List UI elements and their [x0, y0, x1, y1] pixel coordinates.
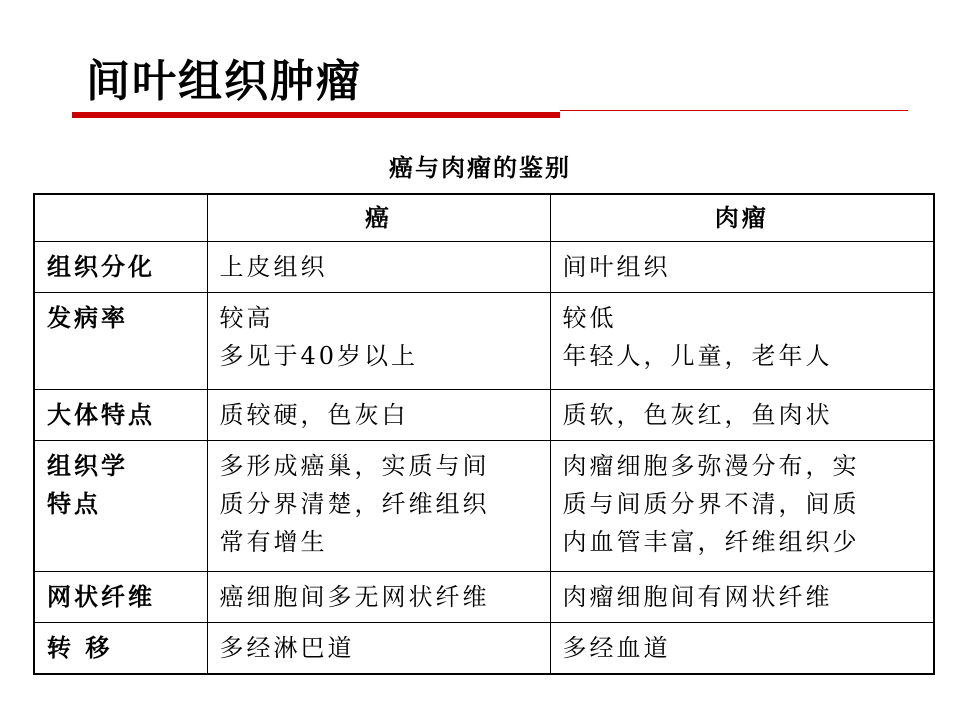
row-label: [34, 441, 207, 572]
sarcoma-text: 肉瘤细胞多弥漫分布，实: [562, 452, 860, 480]
comparison-table: [33, 193, 935, 675]
carcinoma-text: 常有增生: [219, 528, 328, 556]
sarcoma-text: 多经血道: [562, 634, 671, 662]
row-label: [34, 390, 207, 441]
table-caption: 癌与肉瘤的鉴别: [389, 154, 571, 182]
sarcoma-text: 年轻人，儿童，老年人: [562, 342, 833, 370]
sarcoma-text: 肉瘤细胞间有网状纤维: [562, 583, 833, 611]
carcinoma-text: 多经淋巴道: [219, 634, 355, 662]
carcinoma-cell: [207, 572, 550, 623]
carcinoma-text: 质较硬，色灰白: [219, 401, 409, 429]
carcinoma-text: 多形成癌巢，实质与间: [219, 452, 490, 480]
sarcoma-text: 较低: [562, 304, 617, 332]
header-cell-sarcoma: 肉瘤: [550, 194, 934, 242]
row-label-text: 转 移: [47, 634, 113, 662]
carcinoma-cell: [207, 623, 550, 675]
table-row: [34, 242, 934, 293]
slide-title: 间叶组织肿瘤: [86, 56, 362, 107]
row-label-text: 特点: [47, 490, 101, 518]
carcinoma-text: 较高: [219, 304, 274, 332]
carcinoma-cell: [207, 242, 550, 293]
row-label-text: 组织学: [47, 452, 128, 480]
table-row: [34, 293, 934, 390]
table-row: [34, 390, 934, 441]
sarcoma-cell: [550, 623, 934, 675]
table-row: [34, 441, 934, 572]
carcinoma-text: 质分界清楚，纤维组织: [219, 490, 490, 518]
sarcoma-text: 质软，色灰红，鱼肉状: [562, 401, 833, 429]
sarcoma-text: 间叶组织: [562, 253, 671, 281]
sarcoma-cell: [550, 242, 934, 293]
header-cell-carcinoma: 癌: [207, 194, 550, 242]
title-underline-thin: [560, 110, 908, 111]
title-underline-thick: [72, 112, 560, 118]
carcinoma-text: 多见于40岁以上: [219, 342, 419, 370]
table-header-row: [34, 194, 934, 242]
sarcoma-cell: [550, 572, 934, 623]
row-label: [34, 623, 207, 675]
row-label-text: 大体特点: [47, 401, 155, 429]
sarcoma-text: 质与间质分界不清，间质: [562, 490, 860, 518]
carcinoma-text: 上皮组织: [219, 253, 328, 281]
row-label: [34, 242, 207, 293]
table-row: [34, 572, 934, 623]
row-label: [34, 572, 207, 623]
carcinoma-text: 癌细胞间多无网状纤维: [219, 583, 490, 611]
carcinoma-cell: [207, 293, 550, 390]
carcinoma-cell: [207, 390, 550, 441]
header-cell-blank: [34, 194, 207, 242]
row-label-text: 组织分化: [47, 253, 155, 281]
table-row: [34, 623, 934, 675]
sarcoma-cell: [550, 293, 934, 390]
row-label-text: 网状纤维: [47, 583, 155, 611]
sarcoma-cell: [550, 390, 934, 441]
carcinoma-cell: [207, 441, 550, 572]
row-label-text: 发病率: [47, 304, 128, 332]
sarcoma-cell: [550, 441, 934, 572]
row-label: [34, 293, 207, 390]
sarcoma-text: 内血管丰富，纤维组织少: [562, 528, 860, 556]
